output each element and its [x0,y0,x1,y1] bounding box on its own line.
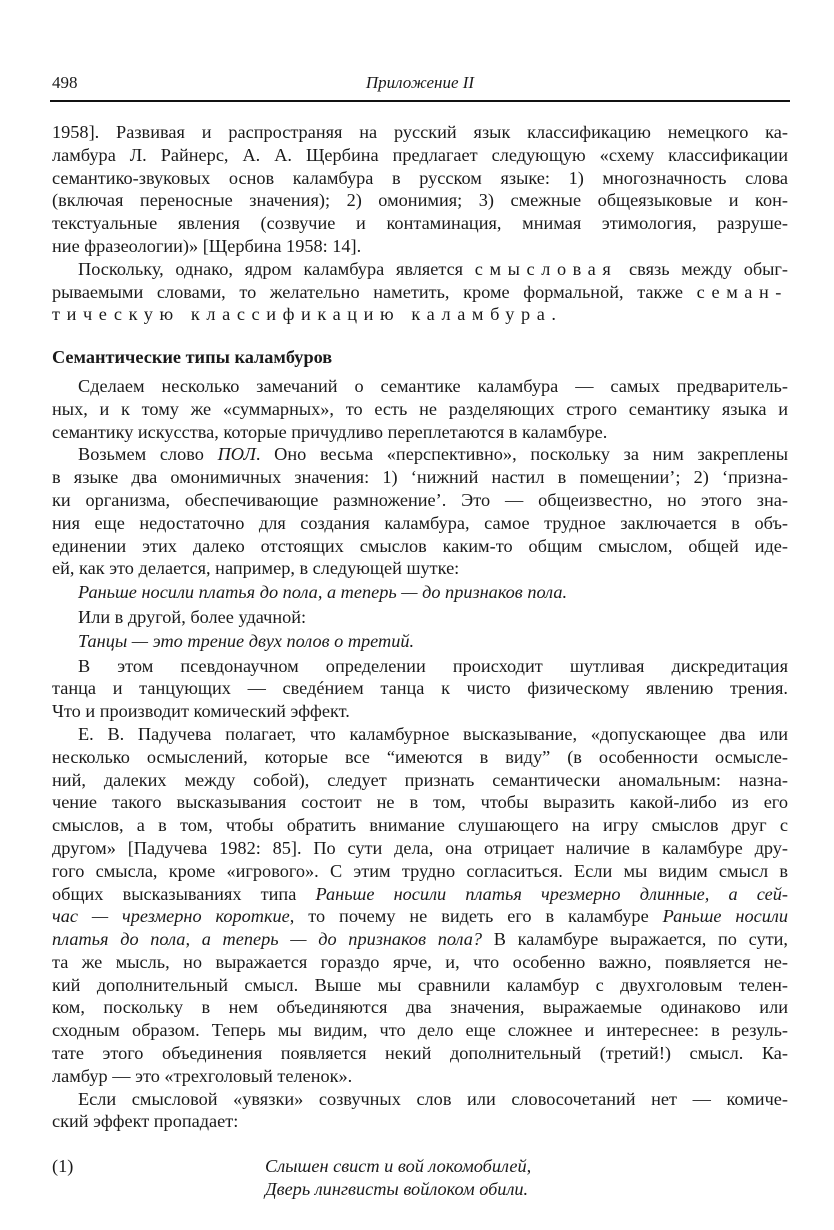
text-line [52,837,788,860]
text-run: . Оно весьма «перспективно», поскольку за ним закреплены [255,444,789,465]
text-line [52,535,788,558]
text-run: Е. В. Падучева полагает, что каламбурное высказывание, «допускающее два или [78,723,788,744]
text-line [52,860,788,883]
italic-text: ПОЛ [217,444,256,465]
text-run: (включая переносные значения); 2) омонимия; 3) смежные общеязыковые и кон- [52,190,788,211]
paragraph [52,443,788,580]
italic-text: час — чрезмерно короткие [52,906,290,927]
header-rule [50,100,790,102]
text-run: смыслов, а в том, чтобы обратить внимание слушающего на игру смыслов друг с [52,815,788,836]
text-line [52,303,788,326]
poem-line: Слышен свист и вой локомобилей, [265,1156,532,1177]
text-line [52,655,788,678]
text-run: ние фразеологии)» [Щербина 1958: 14]. [52,235,362,256]
text-line [52,905,788,928]
text-line [78,630,788,653]
text-line [52,1042,788,1065]
text-line [52,883,788,906]
text-run: рываемыми словами, то желательно наметить, кроме формальной, также [52,281,697,302]
text-line [52,1019,788,1042]
text-line [52,375,788,398]
text-run: В каламбуре выражается, по сути, [482,929,788,950]
paragraph [52,121,788,258]
text-run: Семантические типы каламбуров [52,347,333,368]
paragraph [52,606,788,629]
text-run: танца и танцующих — сведéнием танца к чисто физическому явлению трения. [52,678,788,699]
page-body [52,121,788,1205]
italic-text: платья до пола, а теперь — до признаков пола? [52,929,482,950]
example-sentence [52,630,788,653]
text-blocks [52,121,788,1133]
text-line [52,235,788,258]
text-run: другом» [Падучева 1982: 85]. По сути дела, она отрицает наличие в каламбуре дру- [52,837,788,858]
paragraph [52,1088,788,1134]
text-run: в языке два омонимичных значения: 1) ‘нижний настил в помещении’; 2) ‘призна- [52,467,788,488]
text-run: несколько осмыслений, которые все “имеются в виду” (в особенности осмысле- [52,746,788,767]
poem-line: Дверь лингвисты войлоком обили. [265,1179,529,1200]
text-run: Поскольку, однако, ядром каламбура является [78,258,475,279]
text-run: общих высказываниях типа [52,883,316,904]
text-line [52,189,788,212]
text-run: связь между обыг- [617,258,789,279]
text-run: ки организма, обеспечивающие размножение’. Это — общеизвестно, но этого зна- [52,489,788,510]
text-run: сходным образом. Теперь мы видим, что дело еще сложнее и интереснее: в резуль- [52,1020,788,1041]
text-run: ний, далеких между собой), следует признать семантически аномальным: назна- [52,769,788,790]
italic-text: Раньше носили платья чрезмерно длинные, а сей- [315,883,788,904]
text-line [52,677,788,700]
text-run: Возьмем слово [78,444,218,465]
text-run: чение такого высказывания состоит не в том, чтобы выразить какой-либо из его [52,792,788,813]
text-line [52,167,788,190]
paragraph [52,375,788,443]
text-line [52,443,788,466]
paragraph [52,258,788,326]
example-number: (1) [52,1156,74,1177]
spaced-emphasis-text: тическую классификацию каламбура [52,304,552,325]
text-run: ных, и к тому же «суммарных», то есть не разделяющих строго семантику языка и [52,398,788,419]
text-line [52,791,788,814]
text-line [52,258,788,281]
text-line [52,723,788,746]
text-run: та же мысль, но выражается гораздо ярче, и, что особенно важно, появляется не- [52,951,788,972]
section-heading [52,346,788,369]
text-line [52,1065,788,1088]
running-title: Приложение II [365,73,475,92]
text-run: ком, поскольку в нем объединяются два значения, выражаемые одинаково или [52,997,788,1018]
text-line [52,814,788,837]
text-line [52,466,788,489]
text-run: Если смысловой «увязки» созвучных слов или словосочетаний нет — комиче- [78,1088,788,1109]
text-line [52,951,788,974]
text-line [52,700,788,723]
text-run: гого смысла, кроме «игрового». С этим трудно согласиться. Если мы видим смысл в [52,860,788,881]
text-line [52,974,788,997]
text-line [52,144,788,167]
text-line [52,996,788,1019]
text-run: ей, как это делается, например, в следующей шутке: [52,558,460,579]
text-run: кий дополнительный смысл. Выше мы сравнили каламбур с двухголовым телен- [52,974,788,995]
text-line [52,421,788,444]
italic-text: Раньше носили [662,906,788,927]
spaced-emphasis-text: смысловая [474,258,618,279]
text-run: , то почему не видеть его в каламбуре [289,906,663,927]
text-run: Раньше носили платья до пола, а теперь — до признаков пола. [78,582,568,603]
text-run: Или в другой, более удачной: [78,606,307,627]
text-run: ламбура Л. Райнерс, А. А. Щербина предлагает следующую «схему классификации [52,144,788,165]
text-line [52,398,788,421]
poem-example [52,1155,788,1205]
text-line [78,581,788,604]
text-run: семантику искусства, которые причудливо переплетаются в каламбуре. [52,421,608,442]
text-line [52,121,788,144]
text-run: ния еще недостаточно для создания каламбура, самое трудное заключается в объ- [52,512,788,533]
poem-lines [265,1155,531,1201]
text-line [52,281,788,304]
text-line [52,746,788,769]
text-run: Сделаем несколько замечаний о семантике каламбура — самых предваритель- [78,375,788,396]
text-run: ламбур — это «трехголовый теленок». [52,1065,353,1086]
text-line [52,1110,788,1133]
text-run: Танцы — это трение двух полов о третий. [78,630,415,651]
paragraph [52,723,788,1088]
text-line [52,346,788,369]
spaced-emphasis-text: семан- [696,281,788,302]
text-line [52,557,788,580]
paragraph [52,655,788,723]
text-run: текстуальные явления (созвучие и контаминация, мнимая этимология, разруше- [52,213,788,234]
text-line [52,212,788,235]
text-line [52,606,788,629]
text-run: Что и производит комический эффект. [52,701,350,722]
text-run: семантико-звуковых основ каламбура в русском языке: 1) многозначность слова [52,167,788,188]
text-line [52,769,788,792]
text-line [52,928,788,951]
example-sentence [52,581,788,604]
text-run: единении этих далеко отстоящих смыслов каким-то общим смыслом, общей иде- [52,535,788,556]
text-line [52,512,788,535]
text-line [52,1088,788,1111]
text-line [52,489,788,512]
text-run: 1958]. Развивая и распространяя на русский язык классификацию немецкого ка- [52,122,788,142]
text-run: ский эффект пропадает: [52,1111,239,1132]
text-run: В этом псевдонаучном определении происходит шутливая дискредитация [78,655,788,676]
text-run: . [551,304,556,325]
text-run: тате этого объединения появляется некий дополнительный (третий!) смысл. Ка- [52,1043,788,1064]
page-number: 498 [52,73,78,92]
page-header [52,73,788,97]
